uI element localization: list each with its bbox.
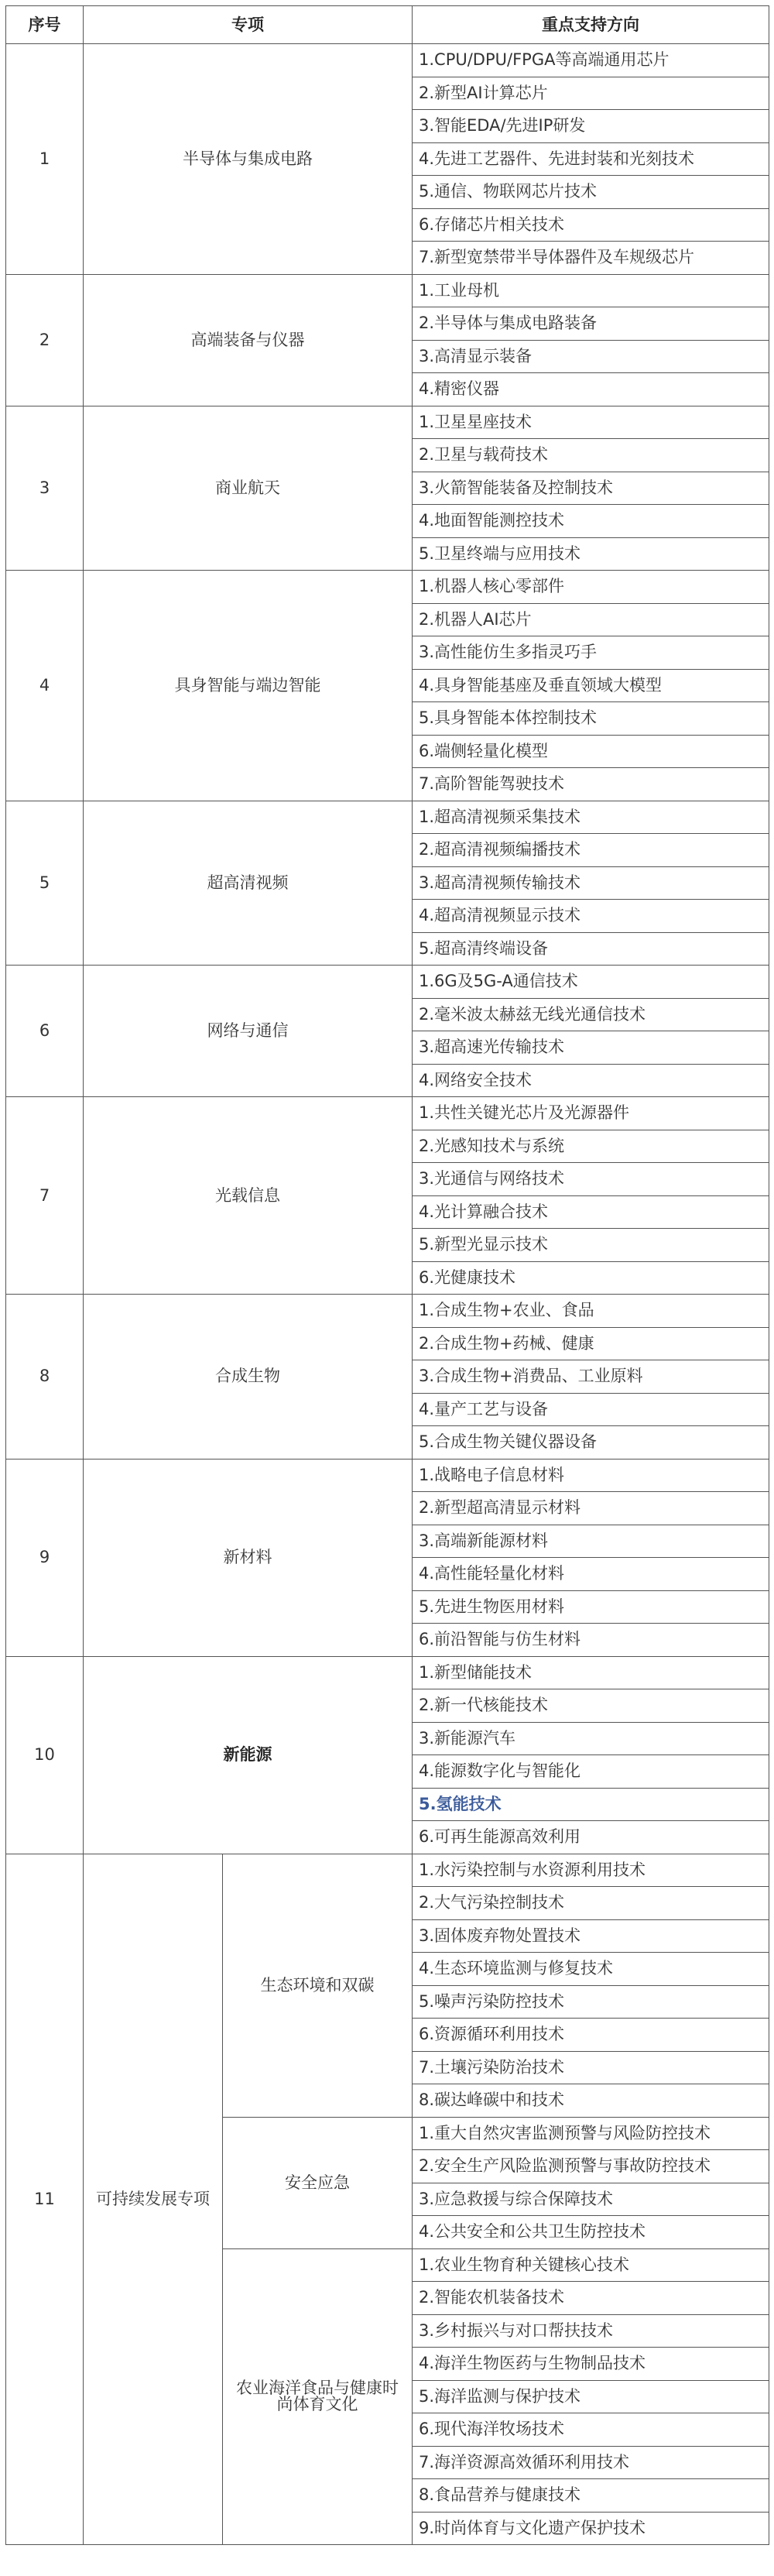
direction-item: 3.高清显示装备 bbox=[413, 340, 769, 373]
direction-item: 4.高性能轻量化材料 bbox=[413, 1558, 769, 1591]
direction-item: 5.噪声污染防控技术 bbox=[413, 1985, 769, 2019]
direction-item: 6.资源循环利用技术 bbox=[413, 2019, 769, 2052]
direction-item: 1.机器人核心零部件 bbox=[413, 571, 769, 604]
table-row bbox=[6, 1854, 769, 1887]
seq-cell: 3 bbox=[6, 406, 84, 571]
direction-item: 1.战略电子信息材料 bbox=[413, 1459, 769, 1492]
topic-cell: 新能源 bbox=[84, 1656, 413, 1854]
direction-item: 1.CPU/DPU/FPGA等高端通用芯片 bbox=[413, 44, 769, 77]
direction-item: 4.超高清视频显示技术 bbox=[413, 900, 769, 933]
direction-item: 7.土壤污染防治技术 bbox=[413, 2051, 769, 2084]
direction-item: 1.工业母机 bbox=[413, 274, 769, 307]
topic-cell: 具身智能与端边智能 bbox=[84, 571, 413, 801]
direction-item: 1.超高清视频采集技术 bbox=[413, 801, 769, 834]
direction-item: 2.安全生产风险监测预警与事故防控技术 bbox=[413, 2150, 769, 2183]
direction-item: 3.超高速光传输技术 bbox=[413, 1031, 769, 1065]
table-row bbox=[6, 966, 769, 999]
direction-item: 3.超高清视频传输技术 bbox=[413, 866, 769, 900]
table-row bbox=[6, 1656, 769, 1689]
direction-item: 2.卫星与载荷技术 bbox=[413, 439, 769, 472]
seq-cell: 11 bbox=[6, 1854, 84, 2545]
direction-item: 8.碳达峰碳中和技术 bbox=[413, 2084, 769, 2118]
seq-cell: 10 bbox=[6, 1656, 84, 1854]
header-seq: 序号 bbox=[6, 6, 84, 44]
table-row bbox=[6, 1295, 769, 1328]
table-row bbox=[6, 44, 769, 77]
direction-item: 3.智能EDA/先进IP研发 bbox=[413, 110, 769, 143]
direction-item: 6.光健康技术 bbox=[413, 1261, 769, 1295]
direction-item: 2.大气污染控制技术 bbox=[413, 1887, 769, 1920]
topic-cell: 可持续发展专项 bbox=[84, 1854, 223, 2545]
seq-cell: 5 bbox=[6, 801, 84, 966]
direction-item: 3.高端新能源材料 bbox=[413, 1525, 769, 1558]
direction-item: 1.农业生物育种关键核心技术 bbox=[413, 2248, 769, 2282]
direction-item: 3.合成生物+消费品、工业原料 bbox=[413, 1360, 769, 1394]
direction-item: 4.精密仪器 bbox=[413, 373, 769, 406]
subtopic-cell: 生态环境和双碳 bbox=[223, 1854, 413, 2117]
direction-item: 4.光计算融合技术 bbox=[413, 1195, 769, 1229]
direction-item: 4.能源数字化与智能化 bbox=[413, 1755, 769, 1789]
topic-cell: 合成生物 bbox=[84, 1295, 413, 1460]
subtopic-cell: 农业海洋食品与健康时尚体育文化 bbox=[223, 2248, 413, 2545]
direction-item: 1.卫星星座技术 bbox=[413, 406, 769, 439]
direction-item: 6.现代海洋牧场技术 bbox=[413, 2413, 769, 2447]
seq-cell: 2 bbox=[6, 274, 84, 406]
table-row bbox=[6, 1097, 769, 1130]
direction-item: 5.通信、物联网芯片技术 bbox=[413, 176, 769, 209]
header-topic: 专项 bbox=[84, 6, 413, 44]
direction-item: 2.合成生物+药械、健康 bbox=[413, 1327, 769, 1360]
topic-cell: 光载信息 bbox=[84, 1097, 413, 1295]
direction-item: 3.应急救援与综合保障技术 bbox=[413, 2183, 769, 2216]
direction-item: 2.机器人AI芯片 bbox=[413, 603, 769, 636]
direction-item: 3.固体废弃物处置技术 bbox=[413, 1919, 769, 1953]
topic-cell: 高端装备与仪器 bbox=[84, 274, 413, 406]
direction-item: 7.新型宽禁带半导体器件及车规级芯片 bbox=[413, 242, 769, 275]
direction-item: 6.前沿智能与仿生材料 bbox=[413, 1624, 769, 1657]
direction-item: 9.时尚体育与文化遗产保护技术 bbox=[413, 2512, 769, 2545]
direction-item: 2.毫米波太赫兹无线光通信技术 bbox=[413, 998, 769, 1031]
direction-item: 1.共性关键光芯片及光源器件 bbox=[413, 1097, 769, 1130]
seq-cell: 7 bbox=[6, 1097, 84, 1295]
seq-cell: 9 bbox=[6, 1459, 84, 1656]
topic-cell: 新材料 bbox=[84, 1459, 413, 1656]
direction-item: 6.可再生能源高效利用 bbox=[413, 1821, 769, 1854]
direction-item: 1.合成生物+农业、食品 bbox=[413, 1295, 769, 1328]
direction-item: 1.6G及5G-A通信技术 bbox=[413, 966, 769, 999]
table-row bbox=[6, 801, 769, 834]
table-row bbox=[6, 406, 769, 439]
direction-item: 4.量产工艺与设备 bbox=[413, 1393, 769, 1426]
topic-cell: 网络与通信 bbox=[84, 966, 413, 1097]
policy-table bbox=[5, 5, 769, 2545]
direction-item: 4.地面智能测控技术 bbox=[413, 505, 769, 538]
direction-item: 3.火箭智能装备及控制技术 bbox=[413, 472, 769, 505]
direction-item: 7.海洋资源高效循环利用技术 bbox=[413, 2446, 769, 2479]
seq-cell: 8 bbox=[6, 1295, 84, 1460]
direction-item: 4.具身智能基座及垂直领域大模型 bbox=[413, 669, 769, 702]
header-row bbox=[6, 6, 769, 44]
direction-item: 2.智能农机装备技术 bbox=[413, 2282, 769, 2315]
direction-item: 1.重大自然灾害监测预警与风险防控技术 bbox=[413, 2117, 769, 2150]
direction-item: 5.超高清终端设备 bbox=[413, 932, 769, 966]
direction-item: 4.网络安全技术 bbox=[413, 1064, 769, 1097]
subtopic-cell: 安全应急 bbox=[223, 2117, 413, 2248]
direction-item: 4.生态环境监测与修复技术 bbox=[413, 1953, 769, 1986]
header-direction: 重点支持方向 bbox=[413, 6, 769, 44]
direction-item: 2.超高清视频编播技术 bbox=[413, 834, 769, 867]
table-row bbox=[6, 571, 769, 604]
direction-item: 2.光感知技术与系统 bbox=[413, 1130, 769, 1163]
direction-item: 4.公共安全和公共卫生防控技术 bbox=[413, 2216, 769, 2249]
direction-item: 4.先进工艺器件、先进封装和光刻技术 bbox=[413, 142, 769, 176]
direction-item: 5.新型光显示技术 bbox=[413, 1229, 769, 1262]
seq-cell: 1 bbox=[6, 44, 84, 275]
direction-item-highlighted: 5.氢能技术 bbox=[413, 1788, 769, 1821]
topic-cell: 半导体与集成电路 bbox=[84, 44, 413, 275]
direction-item: 2.新型超高清显示材料 bbox=[413, 1492, 769, 1525]
topic-cell: 超高清视频 bbox=[84, 801, 413, 966]
direction-item: 2.新一代核能技术 bbox=[413, 1689, 769, 1723]
table-row bbox=[6, 274, 769, 307]
direction-item: 3.新能源汽车 bbox=[413, 1722, 769, 1755]
seq-cell: 6 bbox=[6, 966, 84, 1097]
direction-item: 3.乡村振兴与对口帮扶技术 bbox=[413, 2314, 769, 2348]
direction-item: 4.海洋生物医药与生物制品技术 bbox=[413, 2348, 769, 2381]
seq-cell: 4 bbox=[6, 571, 84, 801]
direction-item: 7.高阶智能驾驶技术 bbox=[413, 768, 769, 801]
direction-item: 2.新型AI计算芯片 bbox=[413, 77, 769, 110]
direction-item: 8.食品营养与健康技术 bbox=[413, 2479, 769, 2513]
table-row bbox=[6, 1459, 769, 1492]
direction-item: 6.存储芯片相关技术 bbox=[413, 208, 769, 242]
direction-item: 5.先进生物医用材料 bbox=[413, 1590, 769, 1624]
direction-item: 6.端侧轻量化模型 bbox=[413, 735, 769, 768]
direction-item: 3.高性能仿生多指灵巧手 bbox=[413, 636, 769, 670]
direction-item: 5.海洋监测与保护技术 bbox=[413, 2380, 769, 2413]
direction-item: 1.新型储能技术 bbox=[413, 1656, 769, 1689]
direction-item: 5.具身智能本体控制技术 bbox=[413, 702, 769, 736]
direction-item: 5.合成生物关键仪器设备 bbox=[413, 1426, 769, 1460]
topic-cell: 商业航天 bbox=[84, 406, 413, 571]
direction-item: 2.半导体与集成电路装备 bbox=[413, 307, 769, 341]
direction-item: 1.水污染控制与水资源利用技术 bbox=[413, 1854, 769, 1887]
direction-item: 3.光通信与网络技术 bbox=[413, 1163, 769, 1196]
direction-item: 5.卫星终端与应用技术 bbox=[413, 537, 769, 571]
